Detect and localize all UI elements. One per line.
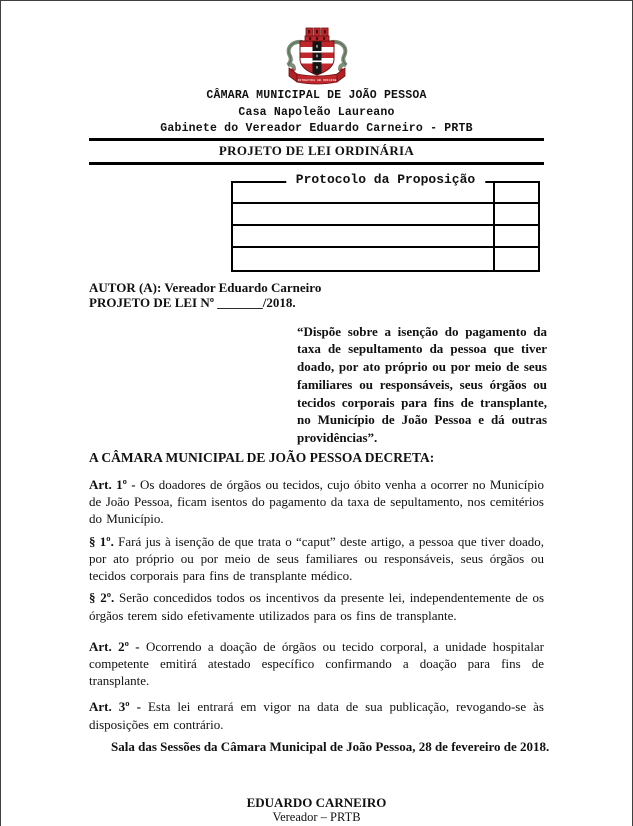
- decree-heading: A CÂMARA MUNICIPAL DE JOÃO PESSOA DECRETA:: [89, 450, 435, 466]
- paragraph-1-text: Fará jus à isenção de que trata o “caput” deste artigo, a pessoa que tiver doado, por ato próprio ou por meio de seus familiares ou responsáveis, seus órgãos ou tecidos corporais para fins de transplante médico.: [89, 533, 544, 584]
- paragraph-1-label: § 1º.: [89, 533, 114, 549]
- document-type-banner: [89, 138, 544, 165]
- article-1-label: Art. 1º -: [89, 477, 136, 493]
- signature-name: EDUARDO CARNEIRO: [246, 794, 387, 810]
- org-name: CÂMARA MUNICIPAL DE JOÃO PESSOA: [206, 89, 427, 102]
- joao-pessoa-coat-of-arms: [281, 27, 353, 87]
- article-1-text: Os doadores de órgãos ou tecidos, cujo óbito venha a ocorrer no Município de João Pessoa, ficam isentos do pagamento da taxa de sepultamento, nos cemitérios do Município.: [89, 477, 544, 527]
- protocol-cell: [233, 226, 493, 248]
- signature-block: [89, 796, 544, 825]
- shield: [300, 41, 334, 76]
- article-1: [89, 476, 544, 528]
- author-block: [89, 280, 544, 310]
- paragraph-2-label: § 2º.: [89, 590, 115, 606]
- protocol-cell: [233, 204, 493, 226]
- document-type-title: PROJETO DE LEI ORDINÁRIA: [218, 142, 415, 158]
- org-office: Gabinete do Vereador Eduardo Carneiro - PRTB: [160, 122, 473, 135]
- protocol-cell: [493, 204, 538, 226]
- paragraph-2-text: Serão concedidos todos os incentivos da presente lei, independentemente de os órgãos terem sido efetivamente utilizados para os fins de transplante.: [89, 590, 545, 623]
- paragraph-2: [89, 589, 544, 623]
- protocol-table: [231, 181, 540, 272]
- author-line: AUTOR (A): Vereador Eduardo Carneiro: [89, 279, 322, 295]
- article-2: [89, 638, 544, 690]
- org-house: Casa Napoleão Laureano: [238, 105, 395, 119]
- article-3-label: Art. 3º -: [89, 699, 141, 715]
- mural-crown-icon: [305, 28, 329, 41]
- document-content: [1, 1, 632, 825]
- article-2-label: Art. 2º -: [89, 638, 140, 654]
- paragraph-1: [89, 533, 544, 585]
- protocol-cell: [233, 248, 493, 270]
- closing-line: Sala das Sessões da Câmara Municipal de João Pessoa, 28 de fevereiro de 2018.: [111, 738, 550, 754]
- article-3: [89, 698, 544, 732]
- article-3-text: Esta lei entrará em vigor na data de sua publicação, revogando-se às disposições em contrário.: [89, 699, 544, 732]
- emblem-motto: INTREPIDA AB ORIGINE: [296, 77, 337, 82]
- protocol-box: [231, 171, 540, 272]
- protocol-cell: [493, 226, 538, 248]
- protocol-cell: [493, 183, 538, 205]
- bill-number-line: PROJETO DE LEI Nº _______/2018.: [89, 294, 296, 310]
- ementa-summary: “Dispõe sobre a isenção do pagamento da taxa de sepultamento da pessoa que tiver doado, por ato próprio ou por meio de seus familiares ou responsáveis, seus órgãos ou tecidos corporais para fins de transplante, no Município de João Pessoa e dá outras providências”.: [297, 323, 547, 446]
- protocol-cell: [493, 248, 538, 270]
- article-2-text: Ocorrendo a doação de órgãos ou tecido corporal, a unidade hospitalar competente emitirá atestado específico confirmando a doação para fins de transplante.: [89, 638, 545, 689]
- signature-role: Vereador – PRTB: [272, 810, 361, 825]
- protocol-box-title: Protocolo da Proposição: [286, 172, 485, 188]
